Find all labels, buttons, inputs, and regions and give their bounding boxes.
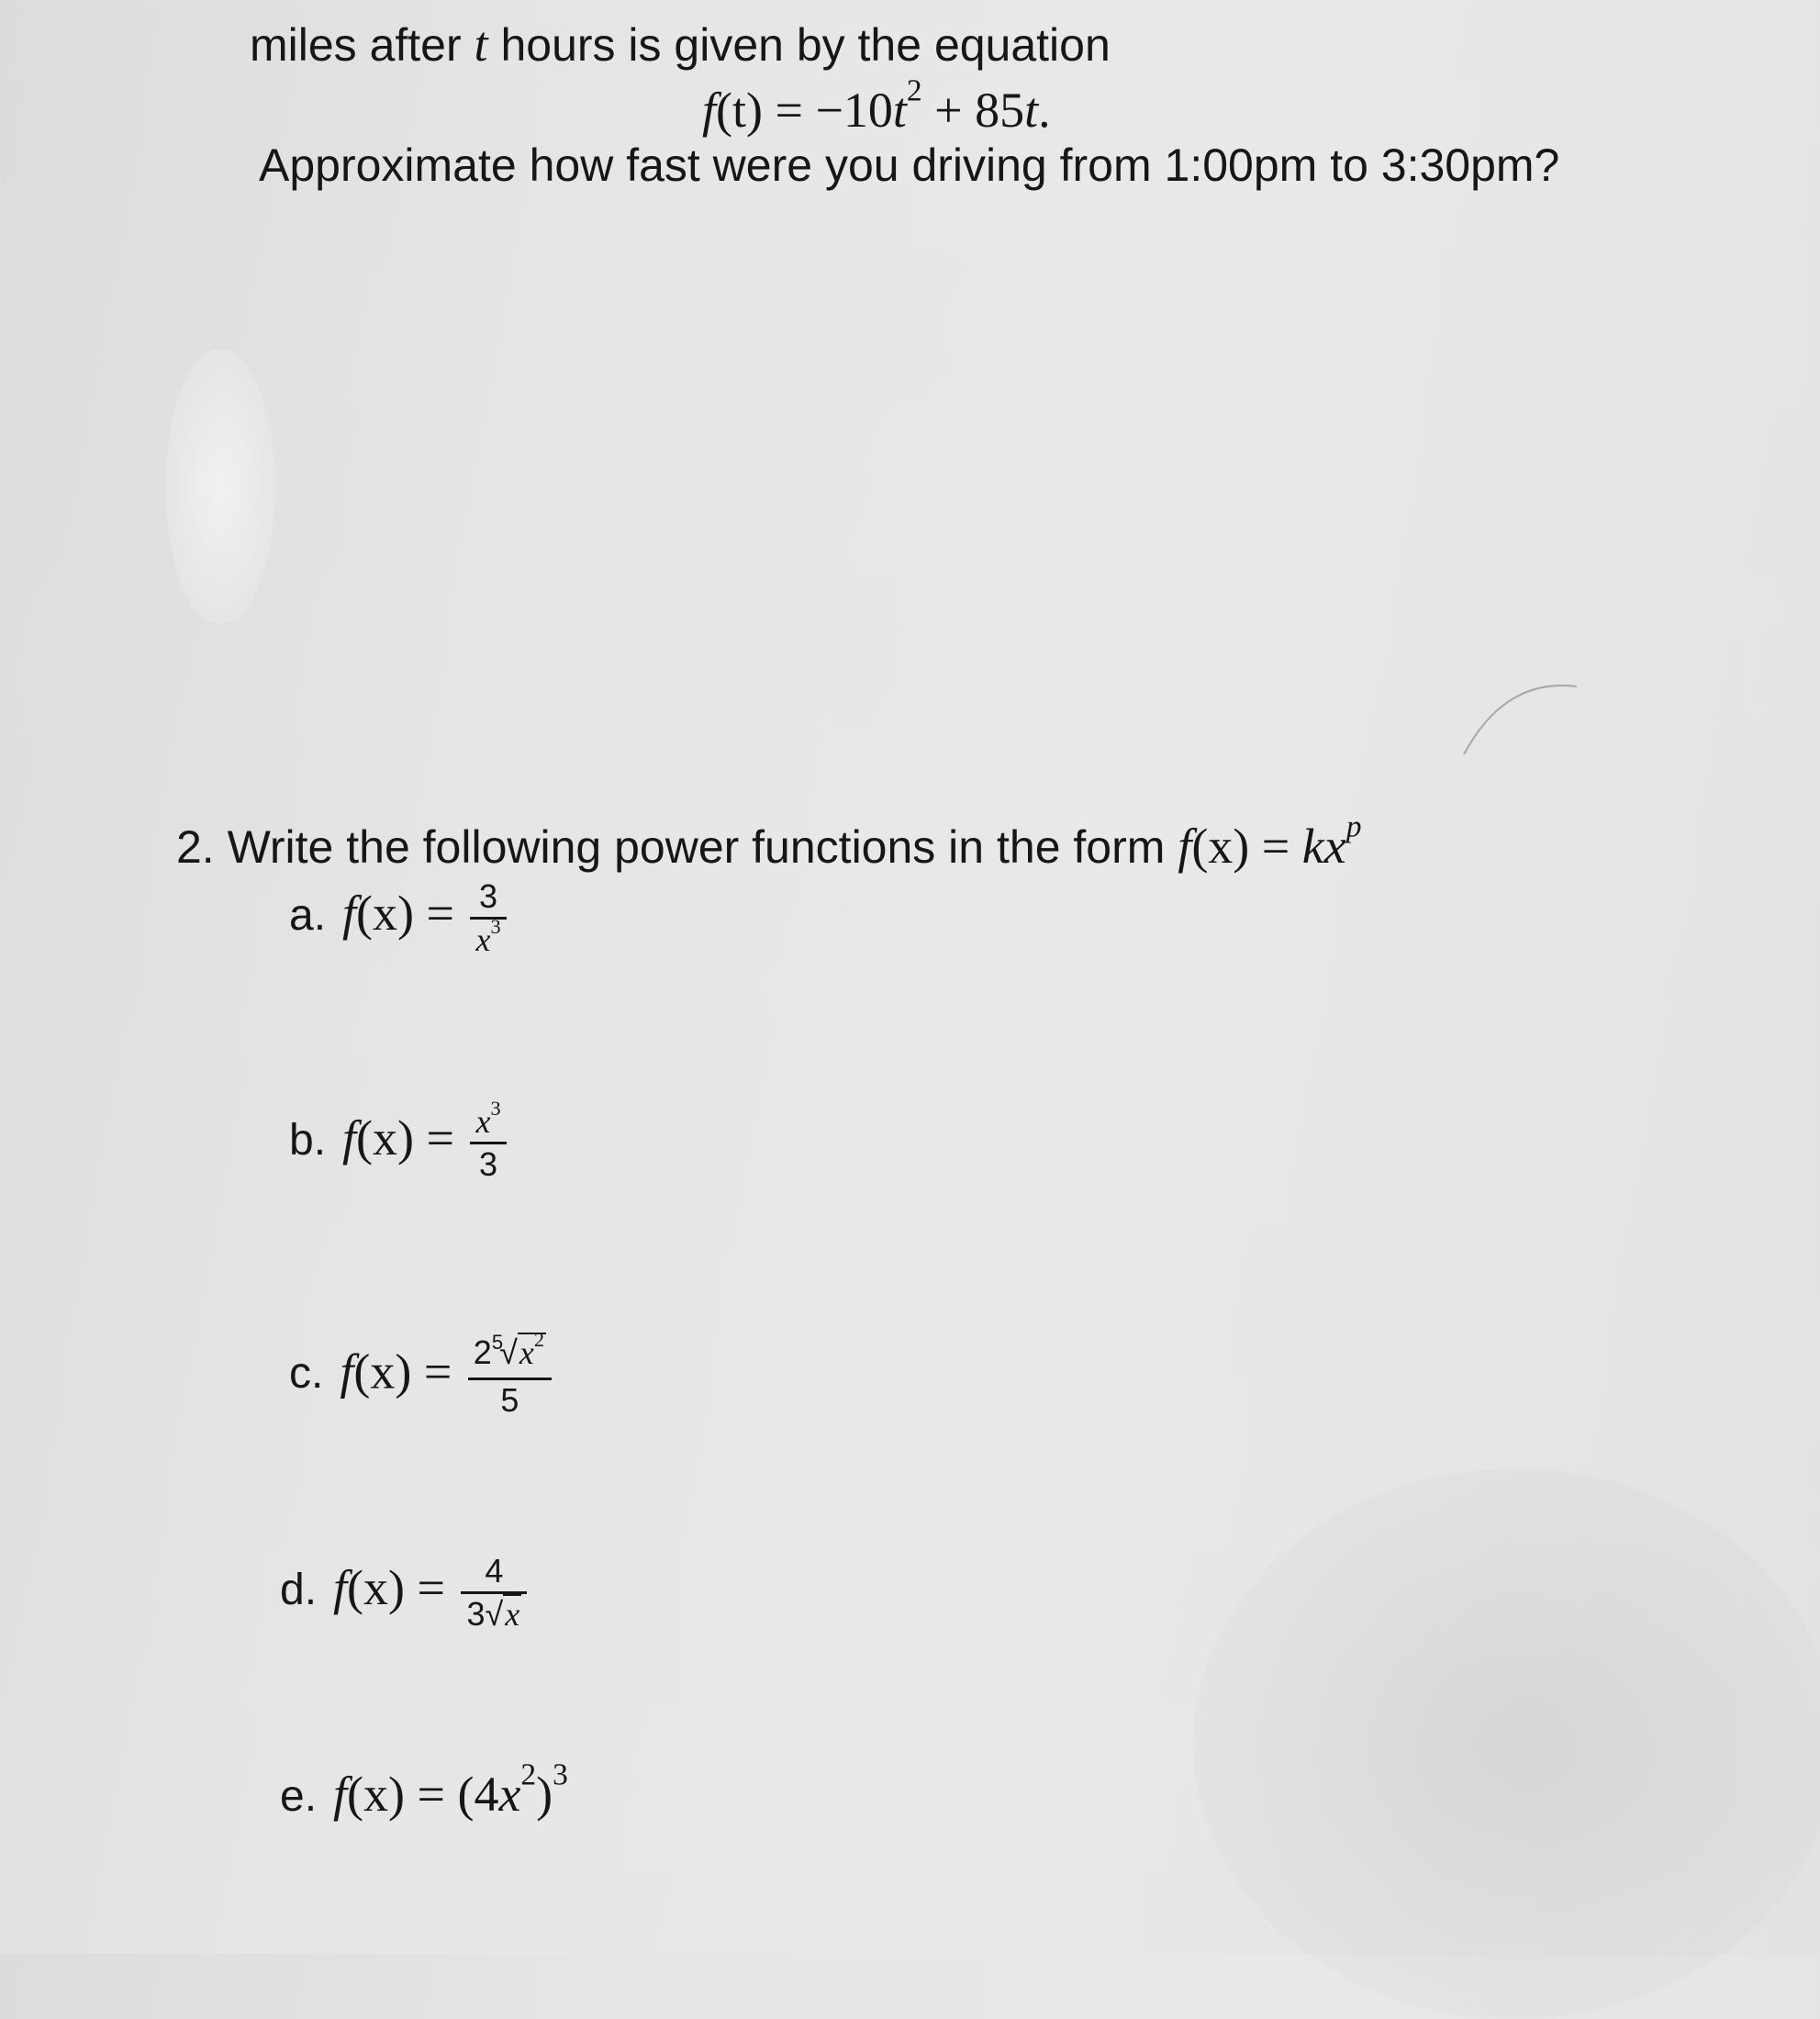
fraction-a: $\frac{3}{x^3}$ <box>470 876 506 960</box>
intro-rest: hours is given by the equation <box>500 19 1111 71</box>
item-c: c. f(x) = $\frac{2^5√x^2}{5}$ <box>289 1333 555 1421</box>
item-e: e. $f(x) = (4x^2)^3$ <box>280 1757 568 1822</box>
fraction-c: $\frac{2^5√x^2}{5}$ <box>468 1333 552 1421</box>
power-form: $f(x) = kx^p$ <box>1178 809 1362 874</box>
fraction-d: $\frac{4}{3√x}$ <box>461 1551 527 1634</box>
fraction-b: $\frac{x^3}{3}$ <box>470 1101 506 1185</box>
problem2-prompt-text: Write the following power functions in the form <box>227 821 1166 873</box>
intro-text: miles after <box>250 19 462 71</box>
intro-variable: t <box>474 17 488 72</box>
problem2-number: 2. <box>176 821 215 873</box>
fifth-root: $^5√x^2$ <box>491 1328 544 1371</box>
item-b: b. f(x) = $\frac{x^3}{3}$ <box>289 1101 510 1185</box>
item-d: d. f(x) = $\frac{4}{3√x}$ <box>280 1551 530 1634</box>
item-a: a. f(x) = $\frac{3}{x^3}$ <box>289 876 510 960</box>
problem1-question: Approximate how fast were you driving from 1:00pm to 3:30pm? <box>259 139 1560 191</box>
problem1-equation: $f(t) = -10t^2 + 85t$. <box>702 73 1051 138</box>
stray-arc <box>1464 686 1577 754</box>
